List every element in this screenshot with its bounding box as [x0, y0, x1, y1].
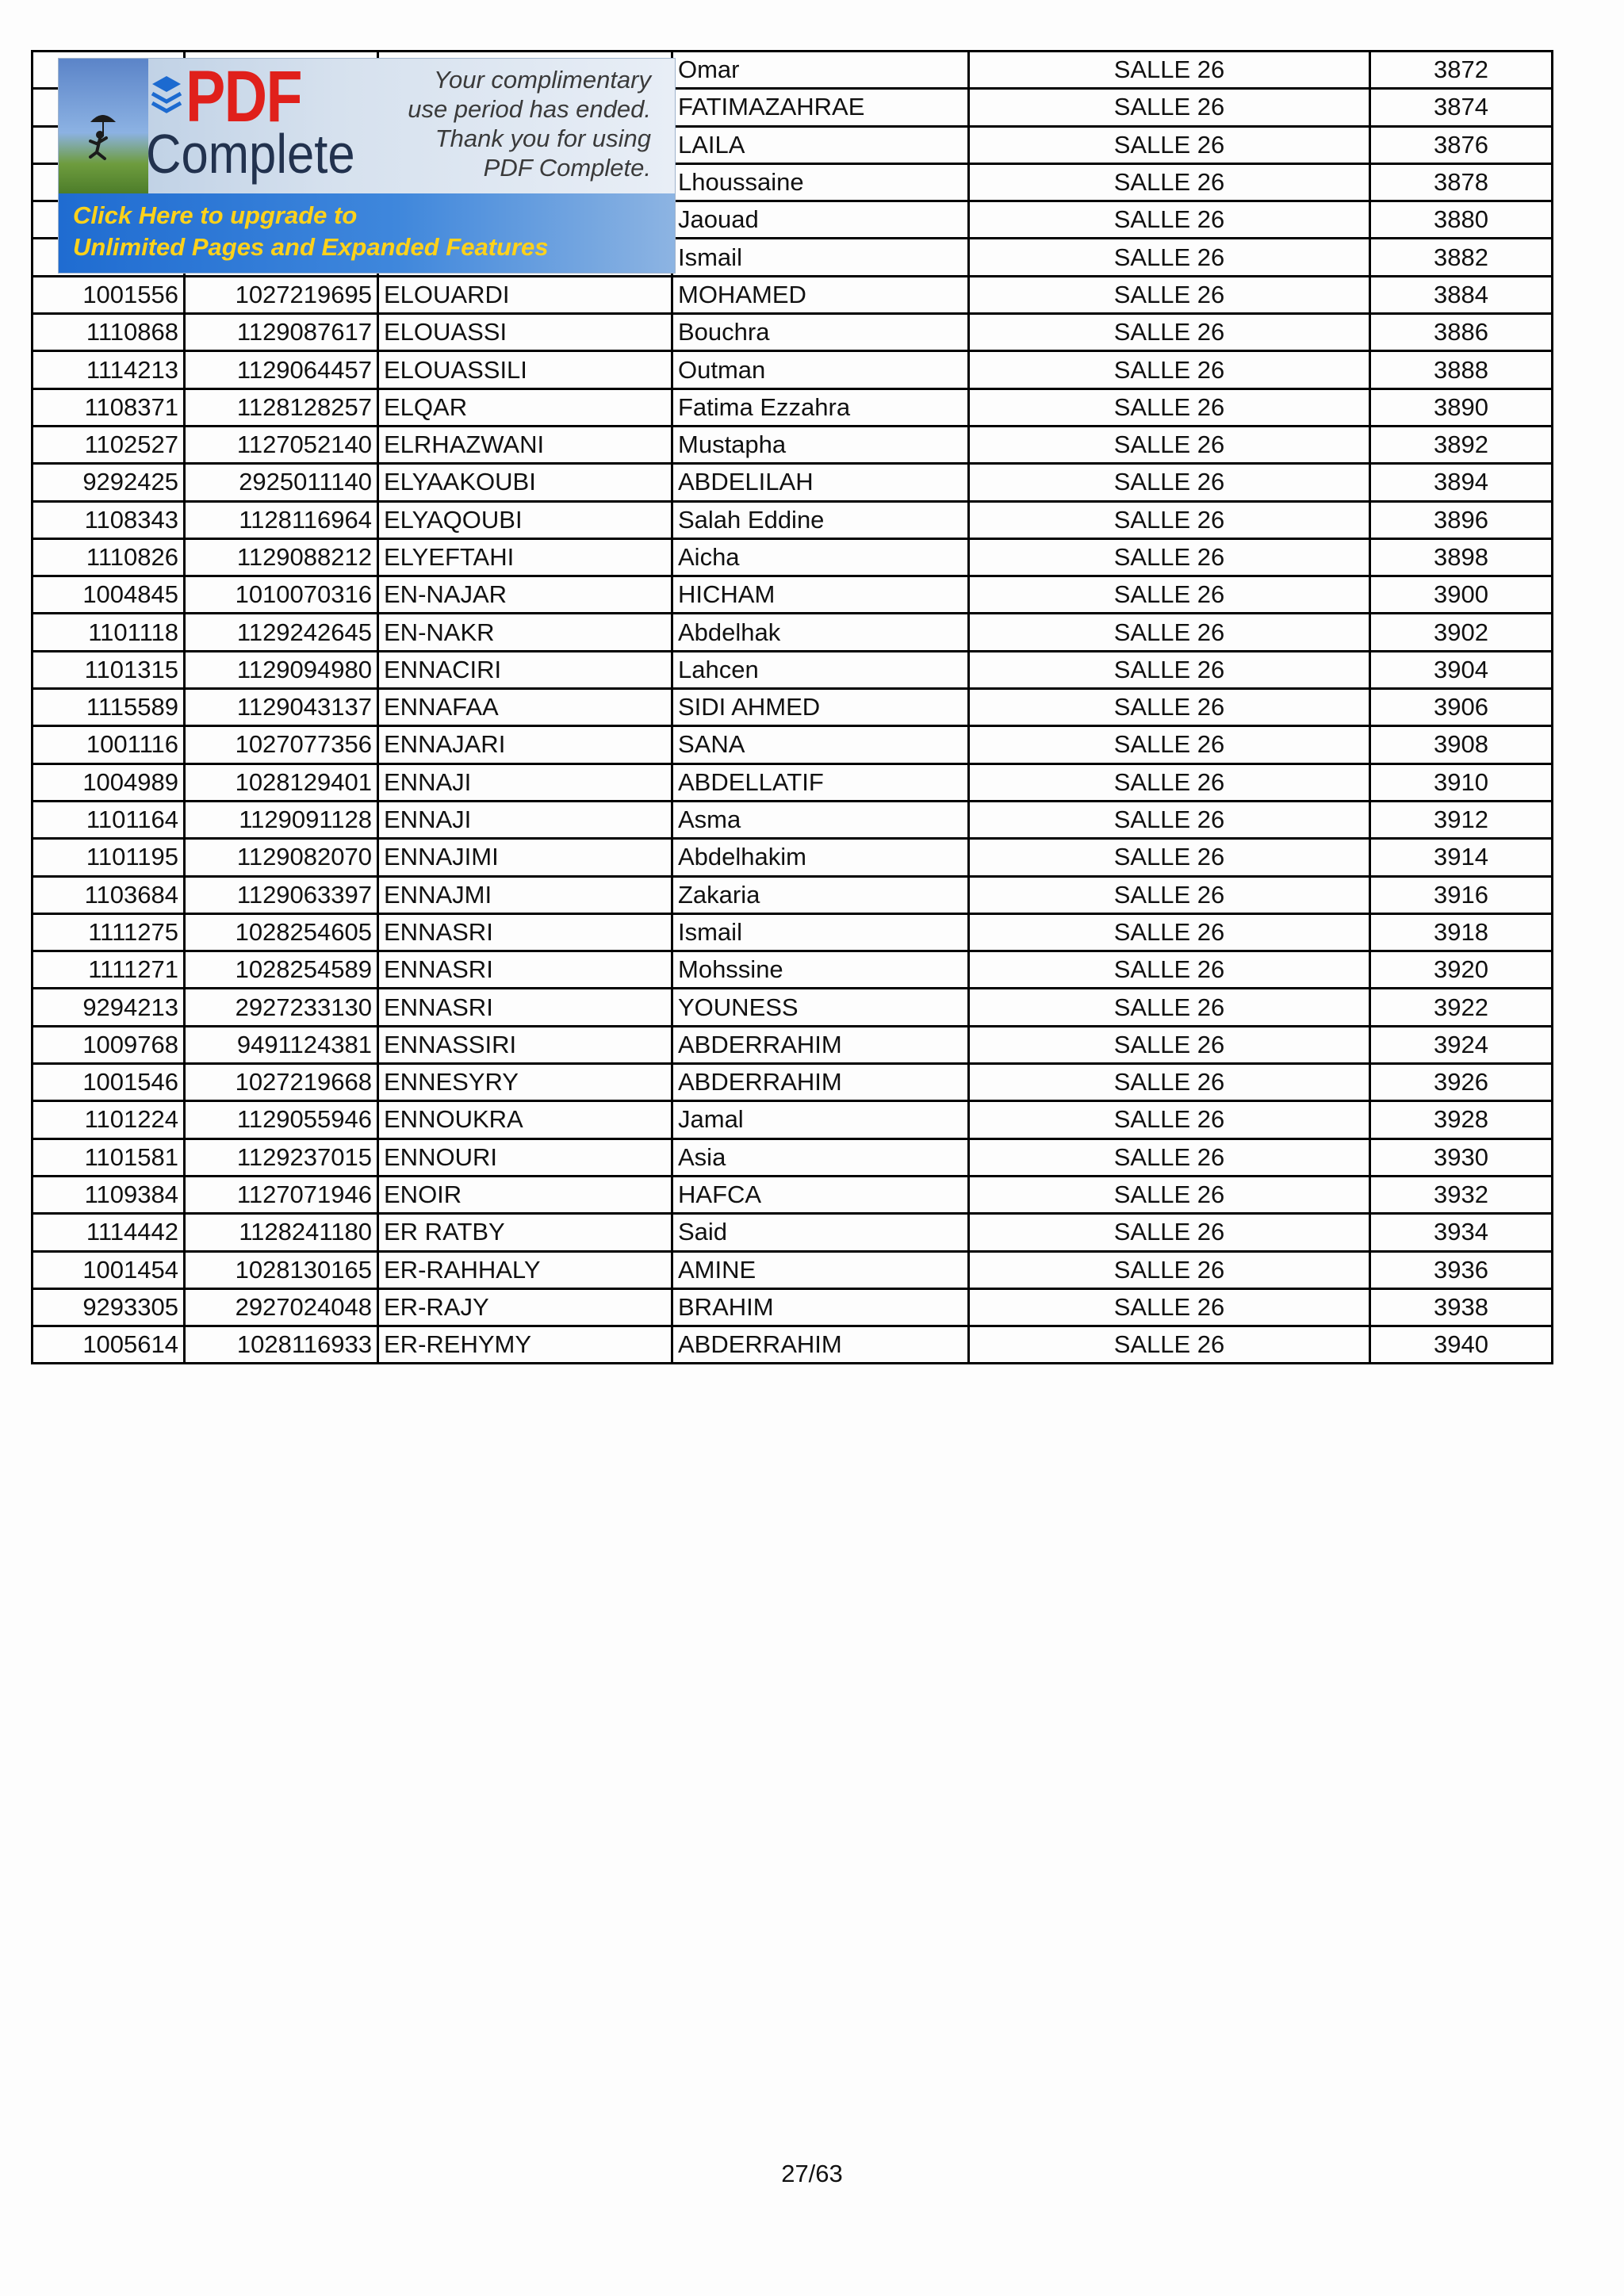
student-id-cell: 1101195: [33, 839, 185, 876]
first-name-cell: HICHAM: [672, 576, 969, 614]
last-name-cell: ENNAJMI: [378, 876, 672, 913]
student-id-cell: 1101315: [33, 651, 185, 688]
student-id-cell: 1004989: [33, 763, 185, 801]
last-name-cell: ER RATBY: [378, 1214, 672, 1251]
first-name-cell: ABDERRAHIM: [672, 1026, 969, 1063]
seat-number-cell: 3896: [1370, 501, 1553, 538]
table-row: [33, 1101, 1553, 1138]
pdf-complete-upgrade-banner[interactable]: [59, 56, 675, 273]
seat-number-cell: 3932: [1370, 1176, 1553, 1213]
first-name-cell: LAILA: [672, 126, 969, 163]
national-id-cell: 1128116964: [185, 501, 378, 538]
seat-number-cell: 3898: [1370, 538, 1553, 576]
upgrade-link-line-2[interactable]: Unlimited Pages and Expanded Features: [73, 233, 549, 261]
room-cell: SALLE 26: [969, 614, 1370, 651]
last-name-cell: ER-REHYMY: [378, 1326, 672, 1364]
table-row: [33, 1064, 1553, 1101]
room-cell: SALLE 26: [969, 576, 1370, 614]
first-name-cell: Said: [672, 1214, 969, 1251]
national-id-cell: 1129082070: [185, 839, 378, 876]
person-with-umbrella-photo: [59, 59, 148, 193]
student-id-cell: 1101581: [33, 1138, 185, 1176]
seat-number-cell: 3922: [1370, 989, 1553, 1026]
first-name-cell: Abdelhak: [672, 614, 969, 651]
message-line: PDF Complete.: [483, 154, 651, 182]
seat-number-cell: 3888: [1370, 351, 1553, 388]
last-name-cell: ENNAJI: [378, 801, 672, 838]
room-cell: SALLE 26: [969, 538, 1370, 576]
room-cell: SALLE 26: [969, 464, 1370, 501]
table-row: [33, 1288, 1553, 1326]
seat-number-cell: 3886: [1370, 314, 1553, 351]
national-id-cell: 1129088212: [185, 538, 378, 576]
last-name-cell: ENNOURI: [378, 1138, 672, 1176]
message-line: Your complimentary: [434, 66, 651, 94]
first-name-cell: ABDERRAHIM: [672, 1064, 969, 1101]
seat-number-cell: 3880: [1370, 201, 1553, 239]
national-id-cell: 1027219695: [185, 276, 378, 313]
national-id-cell: 1027077356: [185, 726, 378, 763]
national-id-cell: 1129237015: [185, 1138, 378, 1176]
seat-number-cell: 3902: [1370, 614, 1553, 651]
last-name-cell: ELYAQOUBI: [378, 501, 672, 538]
seat-number-cell: 3926: [1370, 1064, 1553, 1101]
student-id-cell: 1103684: [33, 876, 185, 913]
student-id-cell: 1001546: [33, 1064, 185, 1101]
table-row: [33, 1326, 1553, 1364]
last-name-cell: ELOUASSI: [378, 314, 672, 351]
table-row: [33, 538, 1553, 576]
last-name-cell: ENNESYRY: [378, 1064, 672, 1101]
national-id-cell: 1127052140: [185, 426, 378, 463]
message-line: use period has ended.: [408, 95, 651, 123]
room-cell: SALLE 26: [969, 351, 1370, 388]
table-row: [33, 651, 1553, 688]
first-name-cell: Zakaria: [672, 876, 969, 913]
first-name-cell: Ismail: [672, 239, 969, 276]
last-name-cell: EN-NAJAR: [378, 576, 672, 614]
national-id-cell: 2927024048: [185, 1288, 378, 1326]
seat-number-cell: 3936: [1370, 1251, 1553, 1288]
seat-number-cell: 3918: [1370, 913, 1553, 951]
first-name-cell: Jamal: [672, 1101, 969, 1138]
student-id-cell: 1001556: [33, 276, 185, 313]
seat-number-cell: 3920: [1370, 951, 1553, 989]
table-row: [33, 913, 1553, 951]
last-name-cell: ENNASRI: [378, 913, 672, 951]
seat-number-cell: 3874: [1370, 89, 1553, 126]
last-name-cell: ENNACIRI: [378, 651, 672, 688]
first-name-cell: Ismail: [672, 913, 969, 951]
first-name-cell: Asma: [672, 801, 969, 838]
national-id-cell: 1128128257: [185, 388, 378, 426]
room-cell: SALLE 26: [969, 1326, 1370, 1364]
first-name-cell: AMINE: [672, 1251, 969, 1288]
national-id-cell: 1129043137: [185, 689, 378, 726]
first-name-cell: Asia: [672, 1138, 969, 1176]
student-id-cell: 1101164: [33, 801, 185, 838]
room-cell: SALLE 26: [969, 388, 1370, 426]
seat-number-cell: 3912: [1370, 801, 1553, 838]
last-name-cell: ELOUARDI: [378, 276, 672, 313]
first-name-cell: Salah Eddine: [672, 501, 969, 538]
last-name-cell: ENNASRI: [378, 951, 672, 989]
room-cell: SALLE 26: [969, 239, 1370, 276]
first-name-cell: Abdelhakim: [672, 839, 969, 876]
room-cell: SALLE 26: [969, 163, 1370, 201]
table-row: [33, 1138, 1553, 1176]
room-cell: SALLE 26: [969, 1064, 1370, 1101]
student-id-cell: 9294213: [33, 989, 185, 1026]
table-row: [33, 1176, 1553, 1213]
room-cell: SALLE 26: [969, 839, 1370, 876]
room-cell: SALLE 26: [969, 1101, 1370, 1138]
last-name-cell: ENNAJIMI: [378, 839, 672, 876]
national-id-cell: 2927233130: [185, 989, 378, 1026]
seat-number-cell: 3882: [1370, 239, 1553, 276]
room-cell: SALLE 26: [969, 951, 1370, 989]
student-id-cell: 1110868: [33, 314, 185, 351]
national-id-cell: 1129242645: [185, 614, 378, 651]
last-name-cell: ENNASRI: [378, 989, 672, 1026]
upgrade-link[interactable]: [59, 193, 675, 273]
last-name-cell: ELYEFTAHI: [378, 538, 672, 576]
national-id-cell: 1127071946: [185, 1176, 378, 1213]
table-row: [33, 501, 1553, 538]
first-name-cell: SANA: [672, 726, 969, 763]
student-id-cell: 1111271: [33, 951, 185, 989]
table-row: [33, 876, 1553, 913]
seat-number-cell: 3914: [1370, 839, 1553, 876]
seat-number-cell: 3872: [1370, 52, 1553, 89]
room-cell: SALLE 26: [969, 989, 1370, 1026]
student-id-cell: 1108371: [33, 388, 185, 426]
seat-number-cell: 3916: [1370, 876, 1553, 913]
brand-name-pdf: PDF: [186, 56, 301, 137]
student-id-cell: 1004845: [33, 576, 185, 614]
seat-number-cell: 3876: [1370, 126, 1553, 163]
room-cell: SALLE 26: [969, 1176, 1370, 1213]
table-row: [33, 989, 1553, 1026]
student-id-cell: 9293305: [33, 1288, 185, 1326]
room-cell: SALLE 26: [969, 201, 1370, 239]
first-name-cell: BRAHIM: [672, 1288, 969, 1326]
last-name-cell: ENNAJI: [378, 763, 672, 801]
room-cell: SALLE 26: [969, 763, 1370, 801]
seat-number-cell: 3930: [1370, 1138, 1553, 1176]
first-name-cell: Outman: [672, 351, 969, 388]
student-id-cell: 1101118: [33, 614, 185, 651]
national-id-cell: 1129063397: [185, 876, 378, 913]
table-row: [33, 839, 1553, 876]
room-cell: SALLE 26: [969, 1214, 1370, 1251]
student-id-cell: 1114442: [33, 1214, 185, 1251]
page-number: 27/63: [781, 2160, 843, 2187]
first-name-cell: Bouchra: [672, 314, 969, 351]
table-row: [33, 614, 1553, 651]
message-line: Thank you for using: [435, 124, 651, 152]
table-row: [33, 426, 1553, 463]
room-cell: SALLE 26: [969, 314, 1370, 351]
last-name-cell: ENNOUKRA: [378, 1101, 672, 1138]
national-id-cell: 1129091128: [185, 801, 378, 838]
room-cell: SALLE 26: [969, 89, 1370, 126]
room-cell: SALLE 26: [969, 726, 1370, 763]
student-id-cell: 1111275: [33, 913, 185, 951]
room-cell: SALLE 26: [969, 276, 1370, 313]
table-row: [33, 1214, 1553, 1251]
last-name-cell: ENNASSIRI: [378, 1026, 672, 1063]
first-name-cell: HAFCA: [672, 1176, 969, 1213]
student-id-cell: 1101224: [33, 1101, 185, 1138]
first-name-cell: Fatima Ezzahra: [672, 388, 969, 426]
national-id-cell: 1010070316: [185, 576, 378, 614]
seat-number-cell: 3938: [1370, 1288, 1553, 1326]
last-name-cell: ELQAR: [378, 388, 672, 426]
room-cell: SALLE 26: [969, 1026, 1370, 1063]
room-cell: SALLE 26: [969, 1251, 1370, 1288]
seat-number-cell: 3892: [1370, 426, 1553, 463]
room-cell: SALLE 26: [969, 126, 1370, 163]
national-id-cell: 1027219668: [185, 1064, 378, 1101]
student-id-cell: 1115589: [33, 689, 185, 726]
seat-number-cell: 3894: [1370, 464, 1553, 501]
national-id-cell: 9491124381: [185, 1026, 378, 1063]
table-row: [33, 464, 1553, 501]
first-name-cell: Aicha: [672, 538, 969, 576]
upgrade-link-line-1[interactable]: Click Here to upgrade to: [73, 201, 358, 229]
first-name-cell: SIDI AHMED: [672, 689, 969, 726]
national-id-cell: 1129055946: [185, 1101, 378, 1138]
last-name-cell: EN-NAKR: [378, 614, 672, 651]
table-row: [33, 576, 1553, 614]
room-cell: SALLE 26: [969, 876, 1370, 913]
first-name-cell: Jaouad: [672, 201, 969, 239]
last-name-cell: ER-RAHHALY: [378, 1251, 672, 1288]
room-cell: SALLE 26: [969, 689, 1370, 726]
student-id-cell: 1102527: [33, 426, 185, 463]
national-id-cell: 1129094980: [185, 651, 378, 688]
seat-number-cell: 3878: [1370, 163, 1553, 201]
first-name-cell: ABDELLATIF: [672, 763, 969, 801]
first-name-cell: YOUNESS: [672, 989, 969, 1026]
table-row: [33, 801, 1553, 838]
room-cell: SALLE 26: [969, 651, 1370, 688]
table-row: [33, 1251, 1553, 1288]
last-name-cell: ENNAFAA: [378, 689, 672, 726]
first-name-cell: MOHAMED: [672, 276, 969, 313]
national-id-cell: 1028129401: [185, 763, 378, 801]
national-id-cell: 1028254605: [185, 913, 378, 951]
seat-number-cell: 3904: [1370, 651, 1553, 688]
room-cell: SALLE 26: [969, 426, 1370, 463]
brand-name-complete: Complete: [146, 123, 355, 185]
national-id-cell: 1028130165: [185, 1251, 378, 1288]
first-name-cell: Omar: [672, 52, 969, 89]
room-cell: SALLE 26: [969, 1288, 1370, 1326]
national-id-cell: 1129087617: [185, 314, 378, 351]
table-row: [33, 763, 1553, 801]
room-cell: SALLE 26: [969, 501, 1370, 538]
last-name-cell: ENOIR: [378, 1176, 672, 1213]
student-id-cell: 1114213: [33, 351, 185, 388]
table-row: [33, 314, 1553, 351]
last-name-cell: ELRHAZWANI: [378, 426, 672, 463]
room-cell: SALLE 26: [969, 1138, 1370, 1176]
student-id-cell: 1009768: [33, 1026, 185, 1063]
seat-number-cell: 3940: [1370, 1326, 1553, 1364]
seat-number-cell: 3910: [1370, 763, 1553, 801]
table-row: [33, 951, 1553, 989]
seat-number-cell: 3900: [1370, 576, 1553, 614]
table-row: [33, 1026, 1553, 1063]
first-name-cell: Lahcen: [672, 651, 969, 688]
seat-number-cell: 3908: [1370, 726, 1553, 763]
national-id-cell: 2925011140: [185, 464, 378, 501]
room-cell: SALLE 26: [969, 801, 1370, 838]
student-id-cell: 1110826: [33, 538, 185, 576]
first-name-cell: ABDELILAH: [672, 464, 969, 501]
national-id-cell: 1028116933: [185, 1326, 378, 1364]
national-id-cell: 1128241180: [185, 1214, 378, 1251]
last-name-cell: ER-RAJY: [378, 1288, 672, 1326]
seat-number-cell: 3890: [1370, 388, 1553, 426]
table-row: [33, 276, 1553, 313]
room-cell: SALLE 26: [969, 913, 1370, 951]
student-id-cell: 1001116: [33, 726, 185, 763]
first-name-cell: Mustapha: [672, 426, 969, 463]
stacked-layers-icon: [147, 73, 186, 121]
national-id-cell: 1028254589: [185, 951, 378, 989]
first-name-cell: Mohssine: [672, 951, 969, 989]
first-name-cell: FATIMAZAHRAE: [672, 89, 969, 126]
first-name-cell: ABDERRAHIM: [672, 1326, 969, 1364]
room-cell: SALLE 26: [969, 52, 1370, 89]
seat-number-cell: 3906: [1370, 689, 1553, 726]
last-name-cell: ENNAJARI: [378, 726, 672, 763]
table-row: [33, 689, 1553, 726]
student-id-cell: 1001454: [33, 1251, 185, 1288]
first-name-cell: Lhoussaine: [672, 163, 969, 201]
seat-number-cell: 3928: [1370, 1101, 1553, 1138]
seat-number-cell: 3934: [1370, 1214, 1553, 1251]
table-row: [33, 726, 1553, 763]
national-id-cell: 1129064457: [185, 351, 378, 388]
student-id-cell: 9292425: [33, 464, 185, 501]
last-name-cell: ELOUASSILI: [378, 351, 672, 388]
student-id-cell: 1108343: [33, 501, 185, 538]
table-row: [33, 351, 1553, 388]
student-id-cell: 1109384: [33, 1176, 185, 1213]
seat-number-cell: 3884: [1370, 276, 1553, 313]
table-row: [33, 388, 1553, 426]
trial-expired-message: [397, 65, 651, 182]
student-id-cell: 1005614: [33, 1326, 185, 1364]
last-name-cell: ELYAAKOUBI: [378, 464, 672, 501]
seat-number-cell: 3924: [1370, 1026, 1553, 1063]
